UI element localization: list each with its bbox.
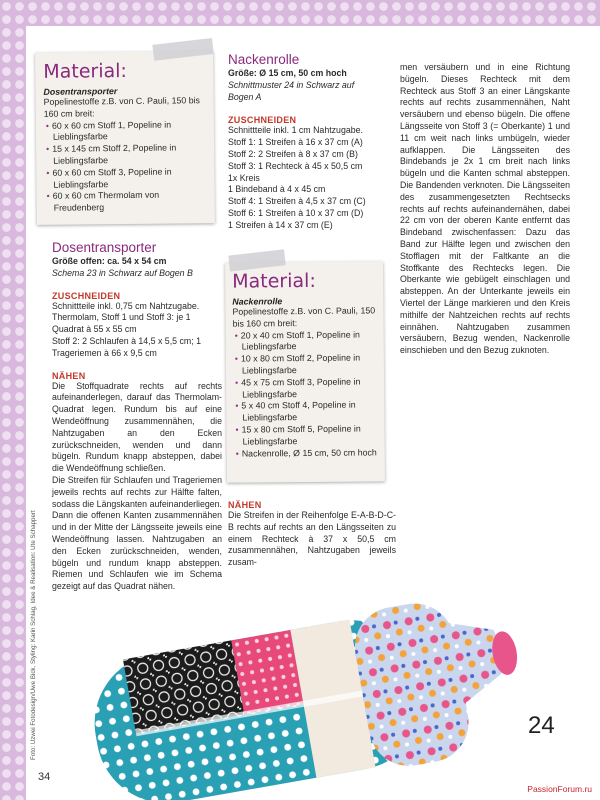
material-item: • 15 x 80 cm Stoff 5, Popeline in Lieblingsfarbe [235, 423, 361, 447]
material-item: • 10 x 80 cm Stoff 2, Popeline in Lieblingsfarbe [234, 352, 361, 376]
schema-line: Schnittmuster 24 in Schwarz auf Bogen A [228, 79, 355, 102]
material-item: • 60 x 60 cm Stoff 1, Popeline in Lieblingsfarbe [45, 119, 172, 143]
material-item: • 5 x 40 cm Stoff 4, Popeline in Lieblingsfarbe [235, 399, 356, 423]
material-card-dosentransporter [35, 51, 215, 225]
project-number: 24 [528, 712, 555, 739]
dotted-border-top [0, 0, 600, 26]
sew-heading: NÄHEN [52, 370, 86, 381]
cut-line: Schnittteile inkl. 0,75 cm Nahtzugabe. [52, 300, 200, 311]
size-line: Größe offen: ca. 54 x 54 cm [52, 256, 167, 266]
cut-line: Thermolam, Stoff 1 und Stoff 3: je 1 Quadrat à 55 x 55 cm [52, 312, 191, 335]
bullet-icon: • [235, 448, 239, 459]
pillow-body [83, 587, 530, 800]
bolster-pillow-photo [60, 570, 530, 800]
bullet-icon: • [234, 353, 239, 364]
continued-instructions [400, 62, 570, 357]
cut-line: 1x Kreis [228, 172, 260, 183]
bullet-icon: • [234, 330, 238, 341]
schema-line: Schema 23 in Schwarz auf Bogen B [52, 267, 193, 278]
cut-line: Stoff 4: 1 Streifen à 4,5 x 37 cm (C) [228, 196, 366, 207]
cut-line: 1 Bindeband à 4 x 45 cm [228, 184, 326, 195]
bullet-icon: • [235, 400, 239, 411]
bullet-icon: • [235, 377, 239, 388]
instructions-paragraph: men versäubern und in eine Richtung bügeln. Dieses Rechteck mit dem Rechteck aus Stoff 3 an einer Längskante rechts auf rechts zusammennähen, Naht versäubern und ebenso bügeln. Die offene Längsseite von Stoff 3 (= Oberkante) 1 und 11 cm weit nach links umbügeln, wieder aufklappen. Die Längsseiten des Bindebands je 2x 1 cm breit nach links bügeln und die Kanten schmal absteppen. Die Bandenden verknoten. Die Längsseiten des zusammengesetzten Rechtsecks rechts auf rechts aufeinandernähen, dabei 22 cm von der oberen Kante entfernt das Bindeband zwischenfassen: Dazu das Band zur Hälfte legen und zwischen den Stofflagen mit der Faltkante an die Stoffkante des Rechtecks legen. Die Oberkante wie gebügelt einschlagen und absteppen. An der Unterkante jeweils ein Viertel der Länge markieren und den Kreis mithilfe der Nahtzeichen rechts auf rechts einnähen. Nahtzugaben zusammen versäubern, Bezug wenden, Nackenrolle einschieben und den Bezug zuknoten. [400, 62, 570, 356]
page-number: 34 [38, 771, 51, 783]
bullet-icon: • [46, 143, 50, 155]
bullet-icon: • [45, 120, 50, 131]
dosentransporter-section [52, 240, 222, 593]
bullet-icon: • [46, 167, 50, 178]
cut-line: Stoff 1: 1 Streifen à 16 x 37 cm (A) [228, 137, 363, 148]
nackenrolle-sew-section [228, 500, 396, 569]
cut-line: Stoff 2: 2 Schlaufen à 14,5 x 5,5 cm; 1 Trageriemen à 66 x 9,5 cm [52, 335, 201, 358]
watermark: PassionForum.ru [527, 784, 592, 794]
cut-line: Stoff 3: 1 Rechteck à 45 x 50,5 cm [228, 160, 363, 171]
material-item: • 45 x 75 cm Stoff 3, Popeline in Lieblingsfarbe [235, 376, 361, 400]
material-title: Material: [43, 59, 128, 83]
material-subtitle: Dosentransporter [43, 86, 118, 97]
material-title: Material: [232, 269, 316, 293]
cut-line: Stoff 6: 1 Streifen à 10 x 37 cm (D) [228, 207, 364, 218]
material-item: • 20 x 40 cm Stoff 1, Popeline in Lieblingsfarbe [234, 329, 360, 352]
bullet-icon: • [46, 191, 50, 202]
material-item: • 60 x 60 cm Stoff 3, Popeline in Lieblingsfarbe [46, 166, 172, 190]
material-card-nackenrolle [225, 261, 385, 482]
cut-heading: ZUSCHNEIDEN [228, 115, 297, 126]
material-item: • Nackenrolle, Ø 15 cm, 50 cm hoch [235, 446, 377, 459]
material-item: • 60 x 60 cm Thermolam von Freudenberg [46, 190, 160, 213]
bullet-icon: • [235, 424, 239, 435]
cut-line: 1 Streifen à 14 x 37 cm (E) [228, 219, 333, 230]
material-item: • 15 x 145 cm Stoff 2, Popeline in Lieblingsfarbe [46, 142, 177, 166]
sew-paragraph: Die Streifen für Schlaufen und Trageriemen jeweils rechts auf rechts zur Hälfte falten, sodass die Längskanten aufeinanderliegen. Dann die offenen Kanten zusammennähen und in der Mitte der Längsseite jeweils eine Wendeöffnung lassen. Nahtzugaben an den Ecken zurückschneiden, wenden, bügeln und rundum knapp absteppen. Riemen und Schlaufen wie im Schema gezeigt auf das Quadrat nähen. [52, 474, 222, 592]
material-intro: Popelinestoffe z.B. von C. Pauli, 150 bis 160 cm breit: [232, 305, 376, 329]
section-heading: Nackenrolle [228, 52, 300, 67]
material-intro: Popelinestoffe z.B. von C. Pauli, 150 bis 160 cm breit: [43, 95, 200, 119]
cut-heading: ZUSCHNEIDEN [52, 290, 121, 301]
cut-line: Stoff 2: 2 Streifen à 8 x 37 cm (B) [228, 148, 358, 159]
nackenrolle-section [228, 52, 378, 232]
photo-credit: Foto: Uzwei Fotodesign/Uwe Bick, Styling: Karin Schlag, Idee & Realisation: Ute Schappert [30, 510, 37, 760]
sew-paragraph: Die Streifen in der Reihenfolge E-A-B-D-C-B rechts auf rechts an den Längsseiten zu einem Rechteck à 37 x 50,5 cm zusammennähen, Nahtzugaben jeweils zusam- [228, 510, 396, 568]
sew-heading: NÄHEN [228, 500, 262, 510]
dotted-border-left [0, 0, 26, 800]
cut-line: Schnittteile inkl. 1 cm Nahtzugabe. [228, 125, 363, 136]
material-subtitle: Nackenrolle [232, 296, 283, 307]
sew-paragraph: Die Stoffquadrate rechts auf rechts aufeinanderlegen, darauf das Thermolam-Quadrat legen. Rundum bis auf eine Wendeöffnung zusammennähen, die Nahtzugaben an den Ecken zurückschneiden, wenden und dann bügeln. Rundum knapp absteppen, dabei die Wendeöffnung schließen. [52, 380, 222, 474]
size-line: Größe: Ø 15 cm, 50 cm hoch [228, 68, 347, 78]
section-heading: Dosentransporter [52, 240, 157, 255]
